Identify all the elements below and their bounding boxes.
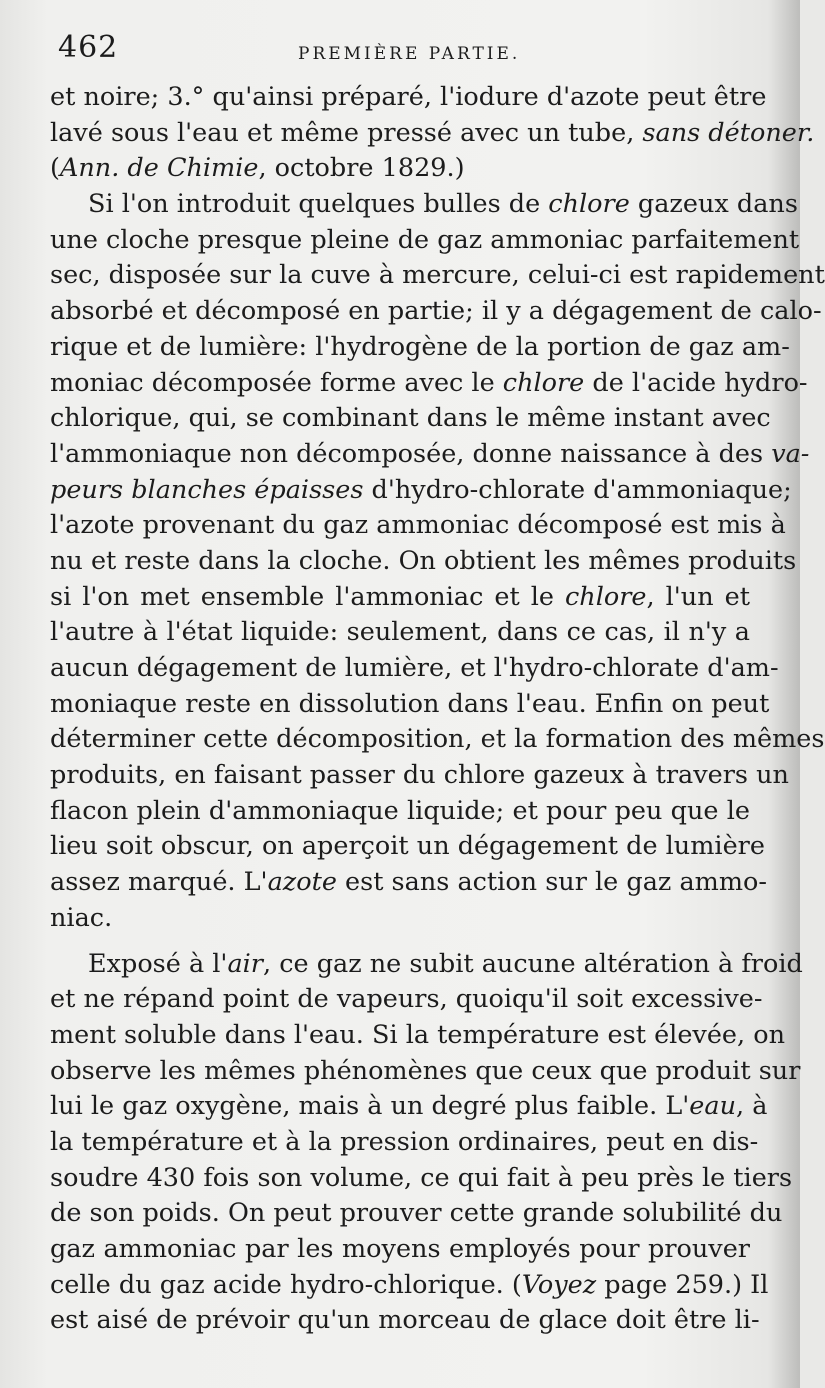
text-segment: niac. bbox=[50, 902, 113, 933]
text-segment: page 259.) Il bbox=[596, 1269, 769, 1300]
text-line bbox=[50, 651, 779, 687]
text-line bbox=[50, 947, 803, 983]
text-segment: assez marqué. L' bbox=[50, 867, 268, 898]
text-line bbox=[50, 80, 767, 116]
text-segment: sec, disposée sur la cuve à mercure, celui-ci est rapidement bbox=[50, 260, 825, 291]
text-segment: observe les mêmes phénomènes que ceux que produit sur bbox=[50, 1055, 801, 1086]
text-line bbox=[50, 1268, 769, 1304]
text-line bbox=[50, 794, 750, 830]
text-segment: celle du gaz acide hydro-chlorique. ( bbox=[50, 1269, 522, 1300]
text-segment: soudre 430 fois son volume, ce qui fait à peu près le tiers bbox=[50, 1162, 793, 1193]
text-segment: gazeux dans bbox=[629, 189, 798, 220]
text-line bbox=[50, 116, 815, 152]
text-line bbox=[50, 294, 822, 330]
text-line bbox=[50, 758, 789, 794]
text-line bbox=[50, 1125, 759, 1161]
text-segment: l'ammoniaque non décomposée, donne naissance à des bbox=[50, 438, 772, 469]
text-line bbox=[50, 330, 790, 366]
text-segment: chlorique, qui, se combinant dans le même instant avec bbox=[50, 403, 771, 434]
text-segment: l'autre à l'état liquide: seulement, dans ce cas, il n'y a bbox=[50, 617, 750, 648]
text-segment: la température et à la pression ordinaires, peut en dis- bbox=[50, 1126, 759, 1157]
text-line bbox=[50, 1196, 783, 1232]
running-head: PREMIÈRE PARTIE. bbox=[298, 44, 521, 64]
text-segment: moniaque reste en dissolution dans l'eau. Enfin on peut bbox=[50, 688, 770, 719]
text-segment: nu et reste dans la cloche. On obtient les mêmes produits bbox=[50, 545, 797, 576]
text-segment: aucun dégagement de lumière, et l'hydro-chlorate d'am- bbox=[50, 653, 779, 683]
italic-text: chlore bbox=[565, 581, 647, 612]
text-segment: , l'un et bbox=[646, 581, 750, 612]
text-segment: rique et de lumière: l'hydrogène de la portion de gaz am- bbox=[50, 331, 790, 362]
italic-text: chlore bbox=[548, 189, 630, 220]
text-segment: Si l'on introduit quelques bulles de bbox=[88, 189, 549, 220]
text-line bbox=[50, 580, 750, 616]
text-line bbox=[50, 829, 765, 865]
text-segment: ment soluble dans l'eau. Si la température est élevée, on bbox=[50, 1019, 785, 1050]
text-segment: de son poids. On peut prouver cette grande solubilité du bbox=[50, 1198, 783, 1229]
text-segment: , à bbox=[736, 1091, 768, 1122]
text-line bbox=[50, 544, 797, 580]
text-line bbox=[50, 865, 767, 901]
text-segment: est sans action sur le gaz ammo- bbox=[336, 867, 767, 898]
text-line bbox=[50, 687, 770, 723]
text-line bbox=[50, 615, 750, 651]
text-segment: d'hydro-chlorate d'ammoniaque; bbox=[363, 474, 792, 505]
text-line bbox=[50, 1089, 768, 1125]
text-line bbox=[50, 258, 825, 294]
text-segment: lui le gaz oxygène, mais à un degré plus faible. L' bbox=[50, 1091, 690, 1122]
italic-text: azote bbox=[267, 867, 337, 898]
italic-text: Voyez bbox=[521, 1269, 597, 1300]
text-segment: si l'on met ensemble l'ammoniac et le bbox=[50, 581, 565, 612]
text-segment: l'azote provenant du gaz ammoniac décomposé est mis à bbox=[50, 510, 786, 541]
text-segment: gaz ammoniac par les moyens employés pour prouver bbox=[50, 1234, 750, 1264]
text-segment: déterminer cette décomposition, et la formation des mêmes bbox=[50, 724, 825, 755]
text-segment: Exposé à l' bbox=[88, 948, 228, 979]
text-line bbox=[50, 1018, 785, 1054]
text-line bbox=[50, 151, 750, 187]
text-line bbox=[50, 1303, 760, 1339]
text-segment: moniac décomposée forme avec le bbox=[50, 367, 503, 398]
text-segment: lieu soit obscur, on aperçoit un dégagement de lumière bbox=[50, 831, 765, 862]
text-line bbox=[50, 508, 786, 544]
text-line bbox=[50, 1232, 750, 1268]
text-line bbox=[50, 473, 792, 509]
text-segment: produits, en faisant passer du chlore gazeux à travers un bbox=[50, 760, 789, 791]
text-segment: et ne répand point de vapeurs, quoiqu'il soit excessive- bbox=[50, 984, 763, 1015]
text-line bbox=[50, 223, 800, 259]
italic-text: peurs blanches épaisses bbox=[50, 474, 364, 505]
text-line bbox=[50, 366, 808, 402]
italic-text: eau bbox=[689, 1091, 736, 1122]
page-number: 462 bbox=[58, 30, 119, 65]
text-segment: , ce gaz ne subit aucune altération à froid bbox=[263, 948, 803, 979]
italic-text: va- bbox=[771, 438, 810, 469]
text-segment: est aisé de prévoir qu'un morceau de glace doit être li- bbox=[50, 1305, 760, 1336]
text-line bbox=[50, 1054, 801, 1090]
text-line bbox=[50, 187, 798, 223]
italic-text: air bbox=[227, 948, 263, 979]
italic-text: sans détoner. bbox=[642, 117, 815, 148]
text-segment: de l'acide hydro- bbox=[584, 367, 808, 398]
text-line bbox=[50, 901, 750, 937]
text-line bbox=[50, 401, 771, 437]
text-segment: absorbé et décomposé en partie; il y a dégagement de calo- bbox=[50, 296, 822, 327]
text-segment: une cloche presque pleine de gaz ammoniac parfaitement bbox=[50, 224, 800, 255]
text-line bbox=[50, 437, 810, 473]
text-line bbox=[50, 1161, 793, 1197]
text-segment: flacon plein d'ammoniaque liquide; et pour peu que le bbox=[50, 795, 750, 826]
body-text bbox=[50, 80, 825, 1339]
text-line bbox=[50, 982, 763, 1018]
italic-text: Ann. de Chimie bbox=[59, 153, 259, 184]
text-segment: et noire; 3.° qu'ainsi préparé, l'iodure d'azote peut être bbox=[50, 82, 767, 112]
text-segment: ( bbox=[50, 153, 60, 184]
page-header bbox=[58, 30, 748, 70]
text-segment: , octobre 1829.) bbox=[258, 153, 465, 184]
italic-text: chlore bbox=[502, 367, 585, 398]
text-line bbox=[50, 722, 825, 758]
text-segment: lavé sous l'eau et même pressé avec un tube, bbox=[50, 117, 643, 148]
